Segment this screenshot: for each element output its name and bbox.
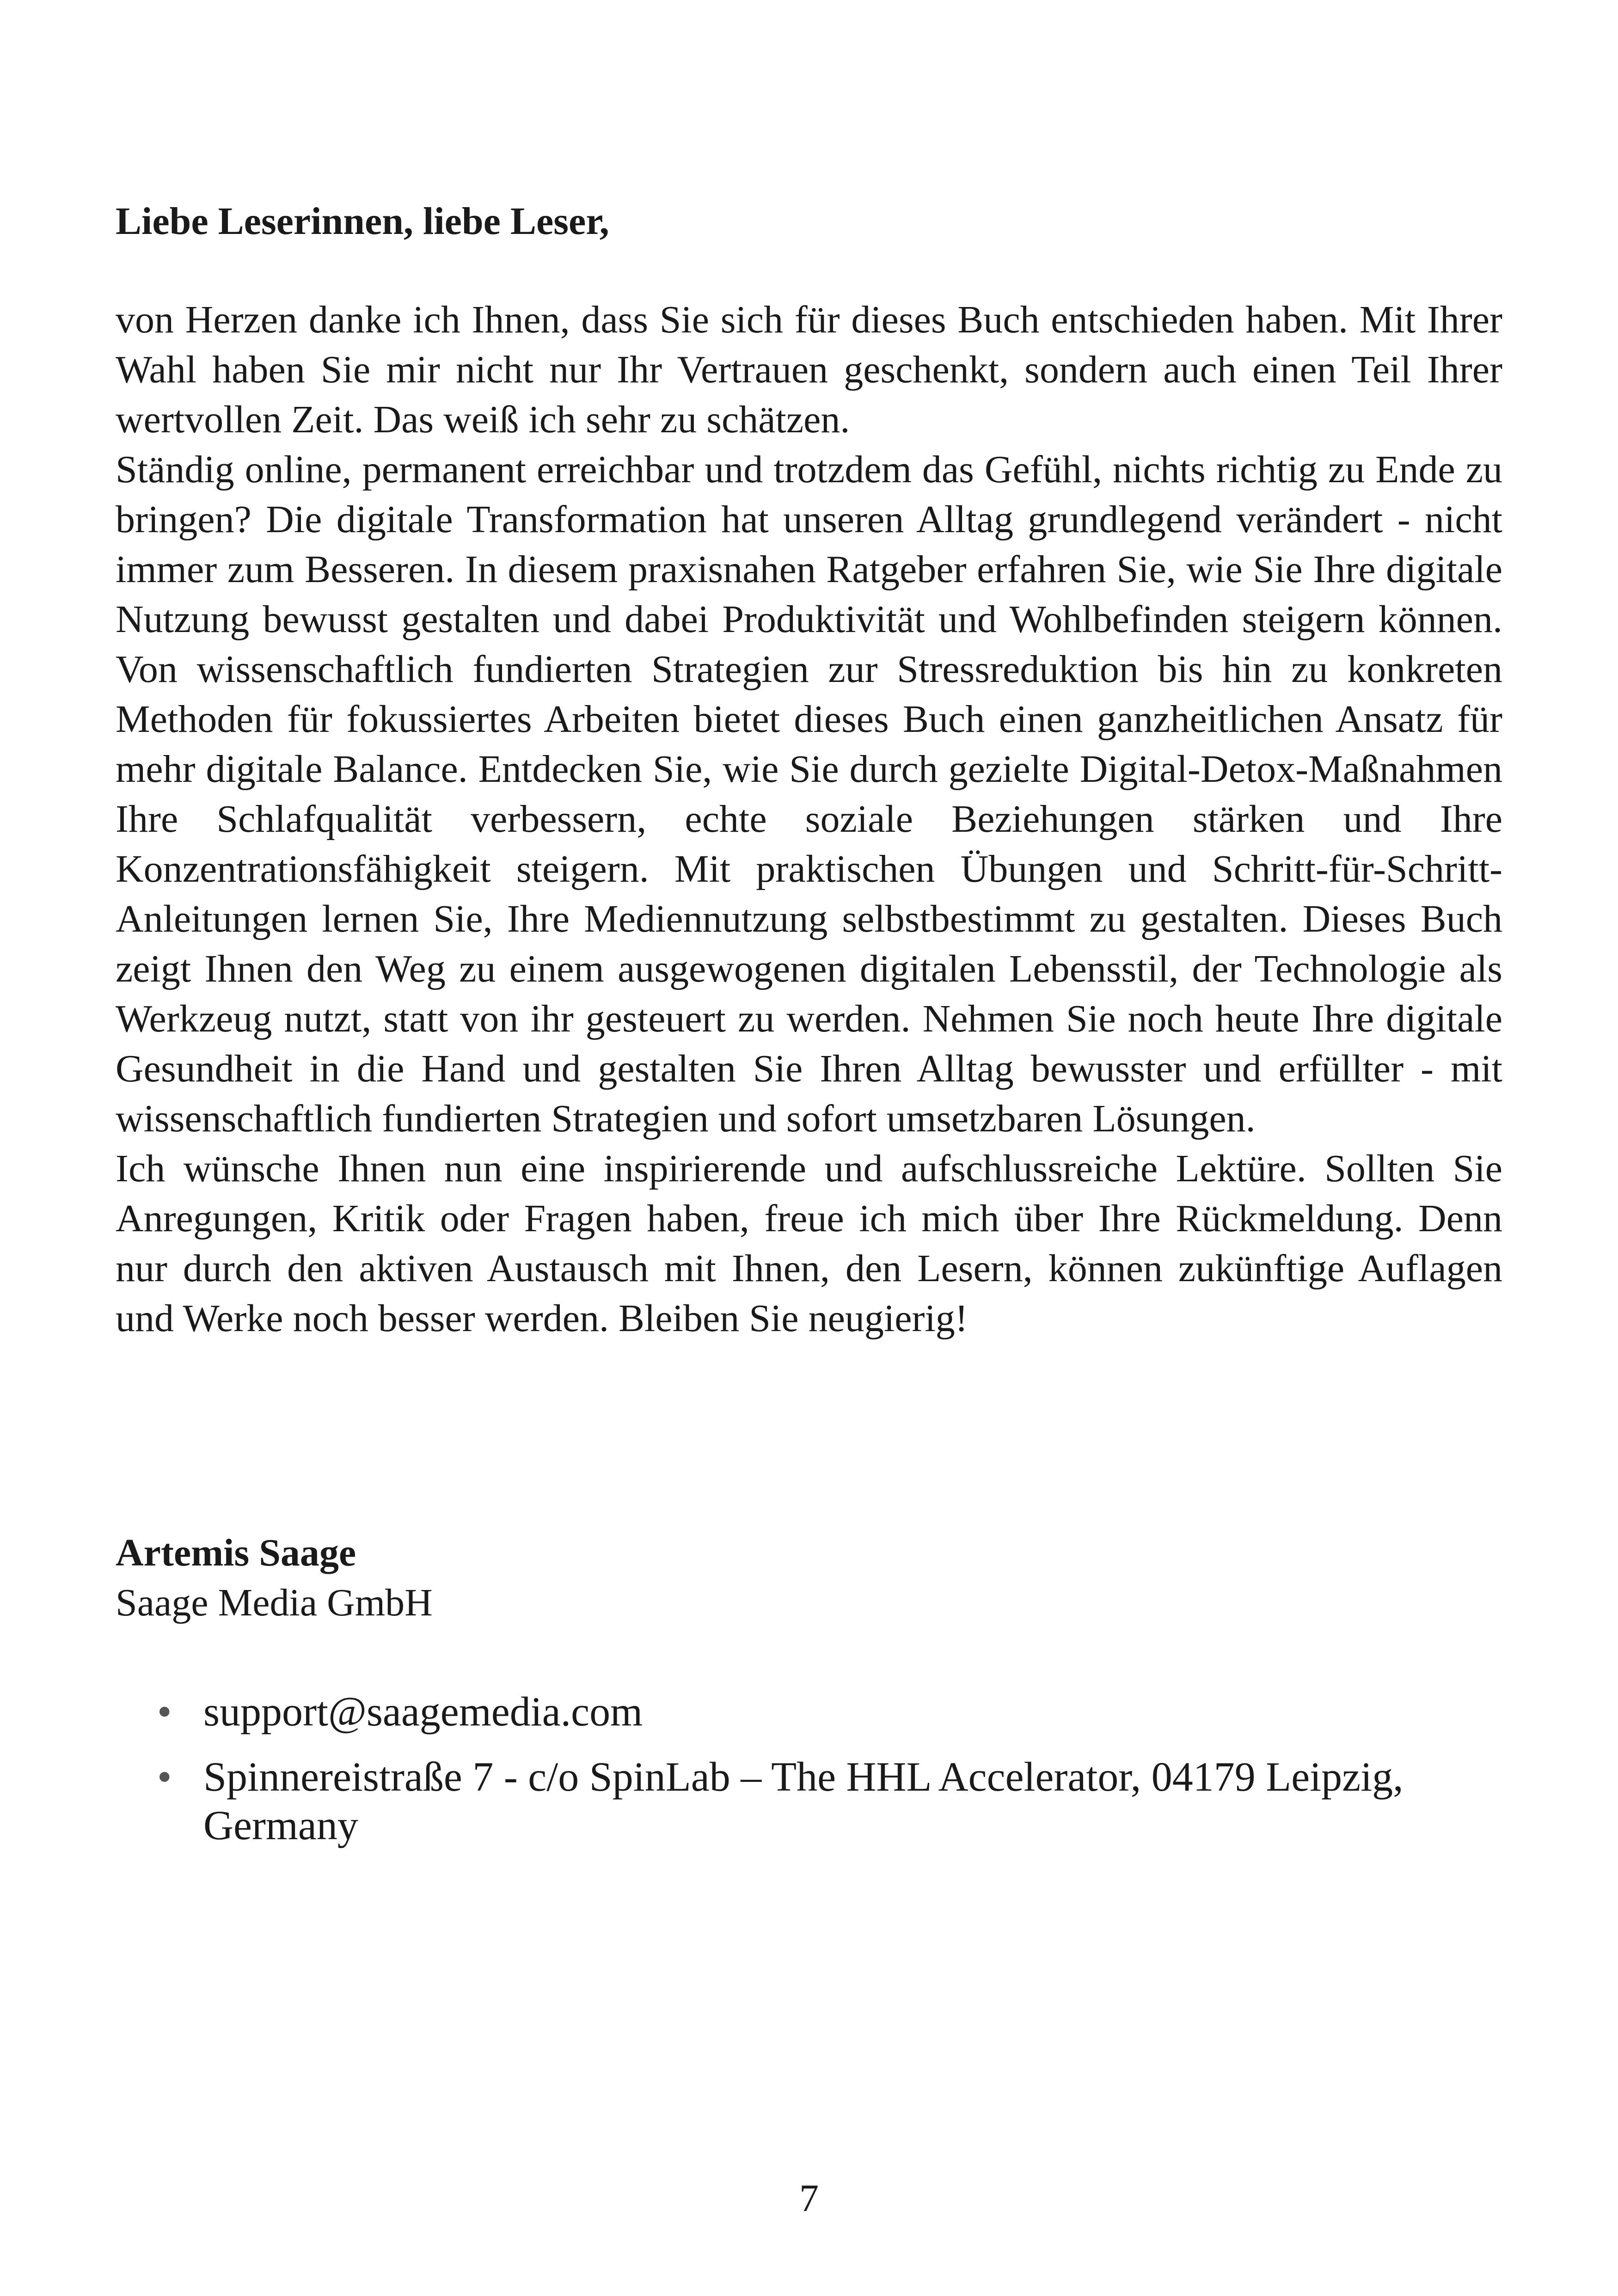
letter-body [116,295,1502,1344]
contact-email-item [157,1688,1405,1736]
company-name: Saage Media GmbH [116,1581,433,1624]
contact-email[interactable]: support@saagemedia.com [203,1689,643,1735]
salutation-heading: Liebe Leserinnen, liebe Leser, [116,200,609,243]
paragraph-closing: Ich wünsche Ihnen nun eine inspirierende und aufschlussreiche Lektüre. Sollten Sie Anregungen, Kritik oder Fragen haben, freue ich mich über Ihre Rückmeldung. Denn nur durch den aktiven Austausch mit Ihnen, den Lesern, können zukünftige Auflagen und Werke noch besser werden. Bleiben Sie neugierig! [116,1147,1502,1340]
bullet-icon: • [157,1689,172,1735]
author-name: Artemis Saage [116,1531,356,1574]
page-number: 7 [799,2177,819,2220]
paragraph-thanks: von Herzen danke ich Ihnen, dass Sie sich für dieses Buch entschieden haben. Mit Ihrer Wahl haben Sie mir nicht nur Ihr Vertrauen geschenkt, sondern auch einen Teil Ihrer wertvollen Zeit. Das weiß ich sehr zu schätzen. [116,298,1502,441]
paragraph-book-description: Ständig online, permanent erreichbar und trotzdem das Gefühl, nichts richtig zu Ende zu bringen? Die digitale Transformation hat unseren Alltag grundlegend verändert - nicht immer zum Besseren. In diesem praxisnahen Ratgeber erfahren Sie, wie Sie Ihre digitale Nutzung bewusst gestalten und dabei Produktivität und Wohlbefinden steigern können. Von wissenschaftlich fundierten Strategien zur Stressreduktion bis hin zu konkreten Methoden für fokussiertes Arbeiten bietet dieses Buch einen ganzheitlichen Ansatz für mehr digitale Balance. Entdecken Sie, wie Sie durch gezielte Digital-Detox-Maßnahmen Ihre Schlafqualität verbessern, echte soziale Beziehungen stärken und Ihre Konzentrationsfähigkeit steigern. Mit praktischen Übungen und Schritt-für-Schritt-Anleitungen lernen Sie, Ihre Mediennutzung selbstbestimmt zu gestalten. Dieses Buch zeigt Ihnen den Weg zu einem ausgewogenen digitalen Lebensstil, der Technologie als Werkzeug nutzt, statt von ihr gesteuert zu werden. Nehmen Sie noch heute Ihre digitale Gesundheit in die Hand und gestalten Sie Ihren Alltag bewusster und erfüllter - mit wissenschaftlich fundierten Strategien und sofort umsetzbaren Lösungen. [116,448,1502,1140]
document-page [116,0,1502,2296]
bullet-icon: • [157,1754,172,1800]
signature-block [116,1528,433,1628]
contact-address-item [157,1753,1405,1850]
contact-list [157,1688,1405,1866]
contact-address: Spinnereistraße 7 - c/o SpinLab – The HHL Accelerator, 04179 Leipzig, Germany [203,1754,1403,1848]
